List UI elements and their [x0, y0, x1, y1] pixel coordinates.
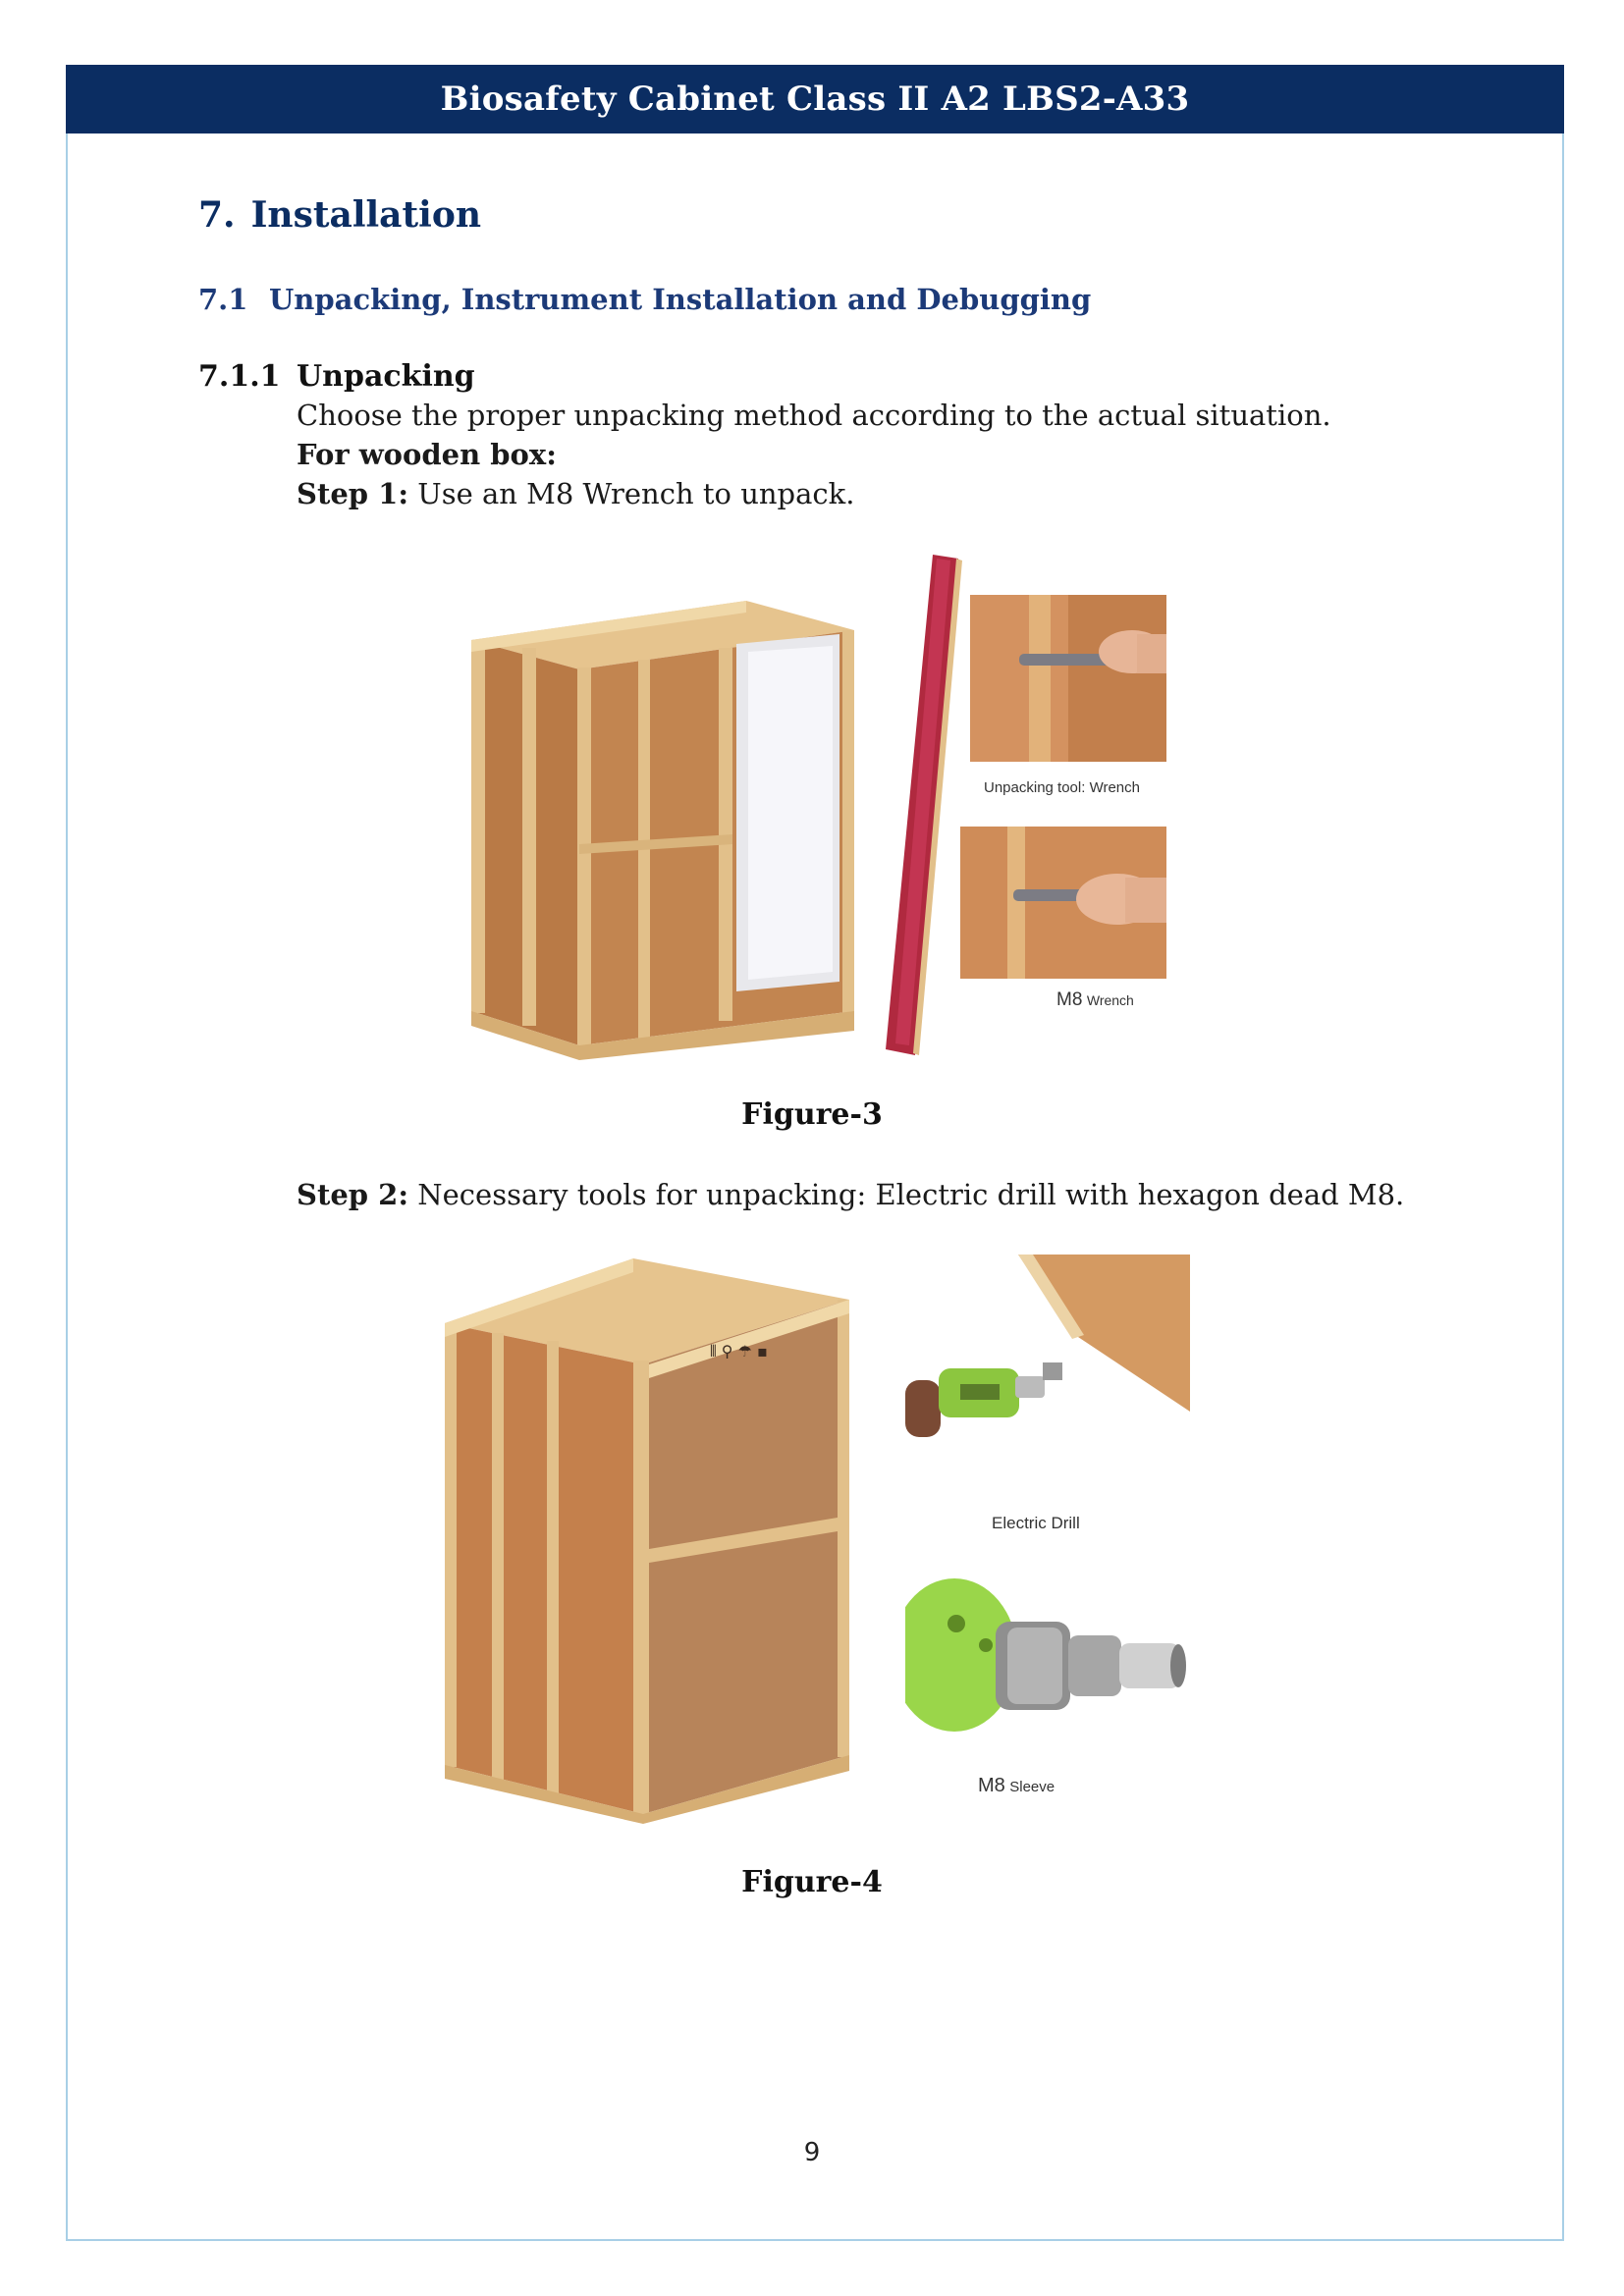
- subsubsection-heading: [198, 359, 475, 394]
- figure3-crate-photo: [461, 550, 874, 1060]
- intro-paragraph: Choose the proper unpacking method according to the actual situation.: [297, 399, 1331, 432]
- step2-paragraph: [297, 1178, 1404, 1211]
- figure3-panel-photo: [882, 555, 962, 1055]
- figure4-drill-label: Electric Drill: [992, 1514, 1080, 1532]
- wooden-box-label: For wooden box:: [297, 438, 557, 471]
- subsubsection-number: 7.1.1: [198, 359, 281, 394]
- figure4-sleeve-photo: [905, 1571, 1190, 1742]
- subsection-title: Unpacking, Instrument Installation and Debugging: [269, 283, 1092, 316]
- figure4-m8-label: M8 Sleeve: [978, 1775, 1056, 1796]
- document-title: Biosafety Cabinet Class II A2 LBS2-A33: [440, 80, 1190, 119]
- section-title: Installation: [250, 194, 481, 236]
- figure4-caption: Figure-4: [741, 1865, 883, 1899]
- figure4-drill-photo-top: [905, 1255, 1190, 1461]
- step2-text: Necessary tools for unpacking: Electric drill with hexagon dead M8.: [408, 1178, 1405, 1211]
- document-header-banner: [66, 65, 1564, 133]
- figure3-caption: Figure-3: [741, 1097, 883, 1132]
- subsection-heading: [198, 283, 1091, 316]
- figure3-wrench-tool-label: Unpacking tool: Wrench: [984, 779, 1140, 796]
- figure3-wrench-photo-bottom: [960, 827, 1166, 979]
- figure4-crate-photo: [437, 1255, 859, 1824]
- subsubsection-title: Unpacking: [297, 359, 475, 394]
- subsection-number: 7.1: [198, 283, 248, 316]
- section-heading: [198, 194, 481, 236]
- section-number: 7.: [198, 194, 236, 236]
- step1-paragraph: [297, 477, 854, 510]
- figure3-m8-label: M8 Wrench: [1056, 989, 1134, 1010]
- step1-label: Step 1:: [297, 477, 409, 510]
- step1-text: Use an M8 Wrench to unpack.: [408, 477, 855, 510]
- step2-label: Step 2:: [297, 1178, 409, 1211]
- page-number: 9: [803, 2138, 821, 2167]
- figure3-wrench-photo-top: [970, 595, 1166, 762]
- svg-text:⫴ ⚲ ☂ ▪: ⫴ ⚲ ☂ ▪: [710, 1342, 768, 1361]
